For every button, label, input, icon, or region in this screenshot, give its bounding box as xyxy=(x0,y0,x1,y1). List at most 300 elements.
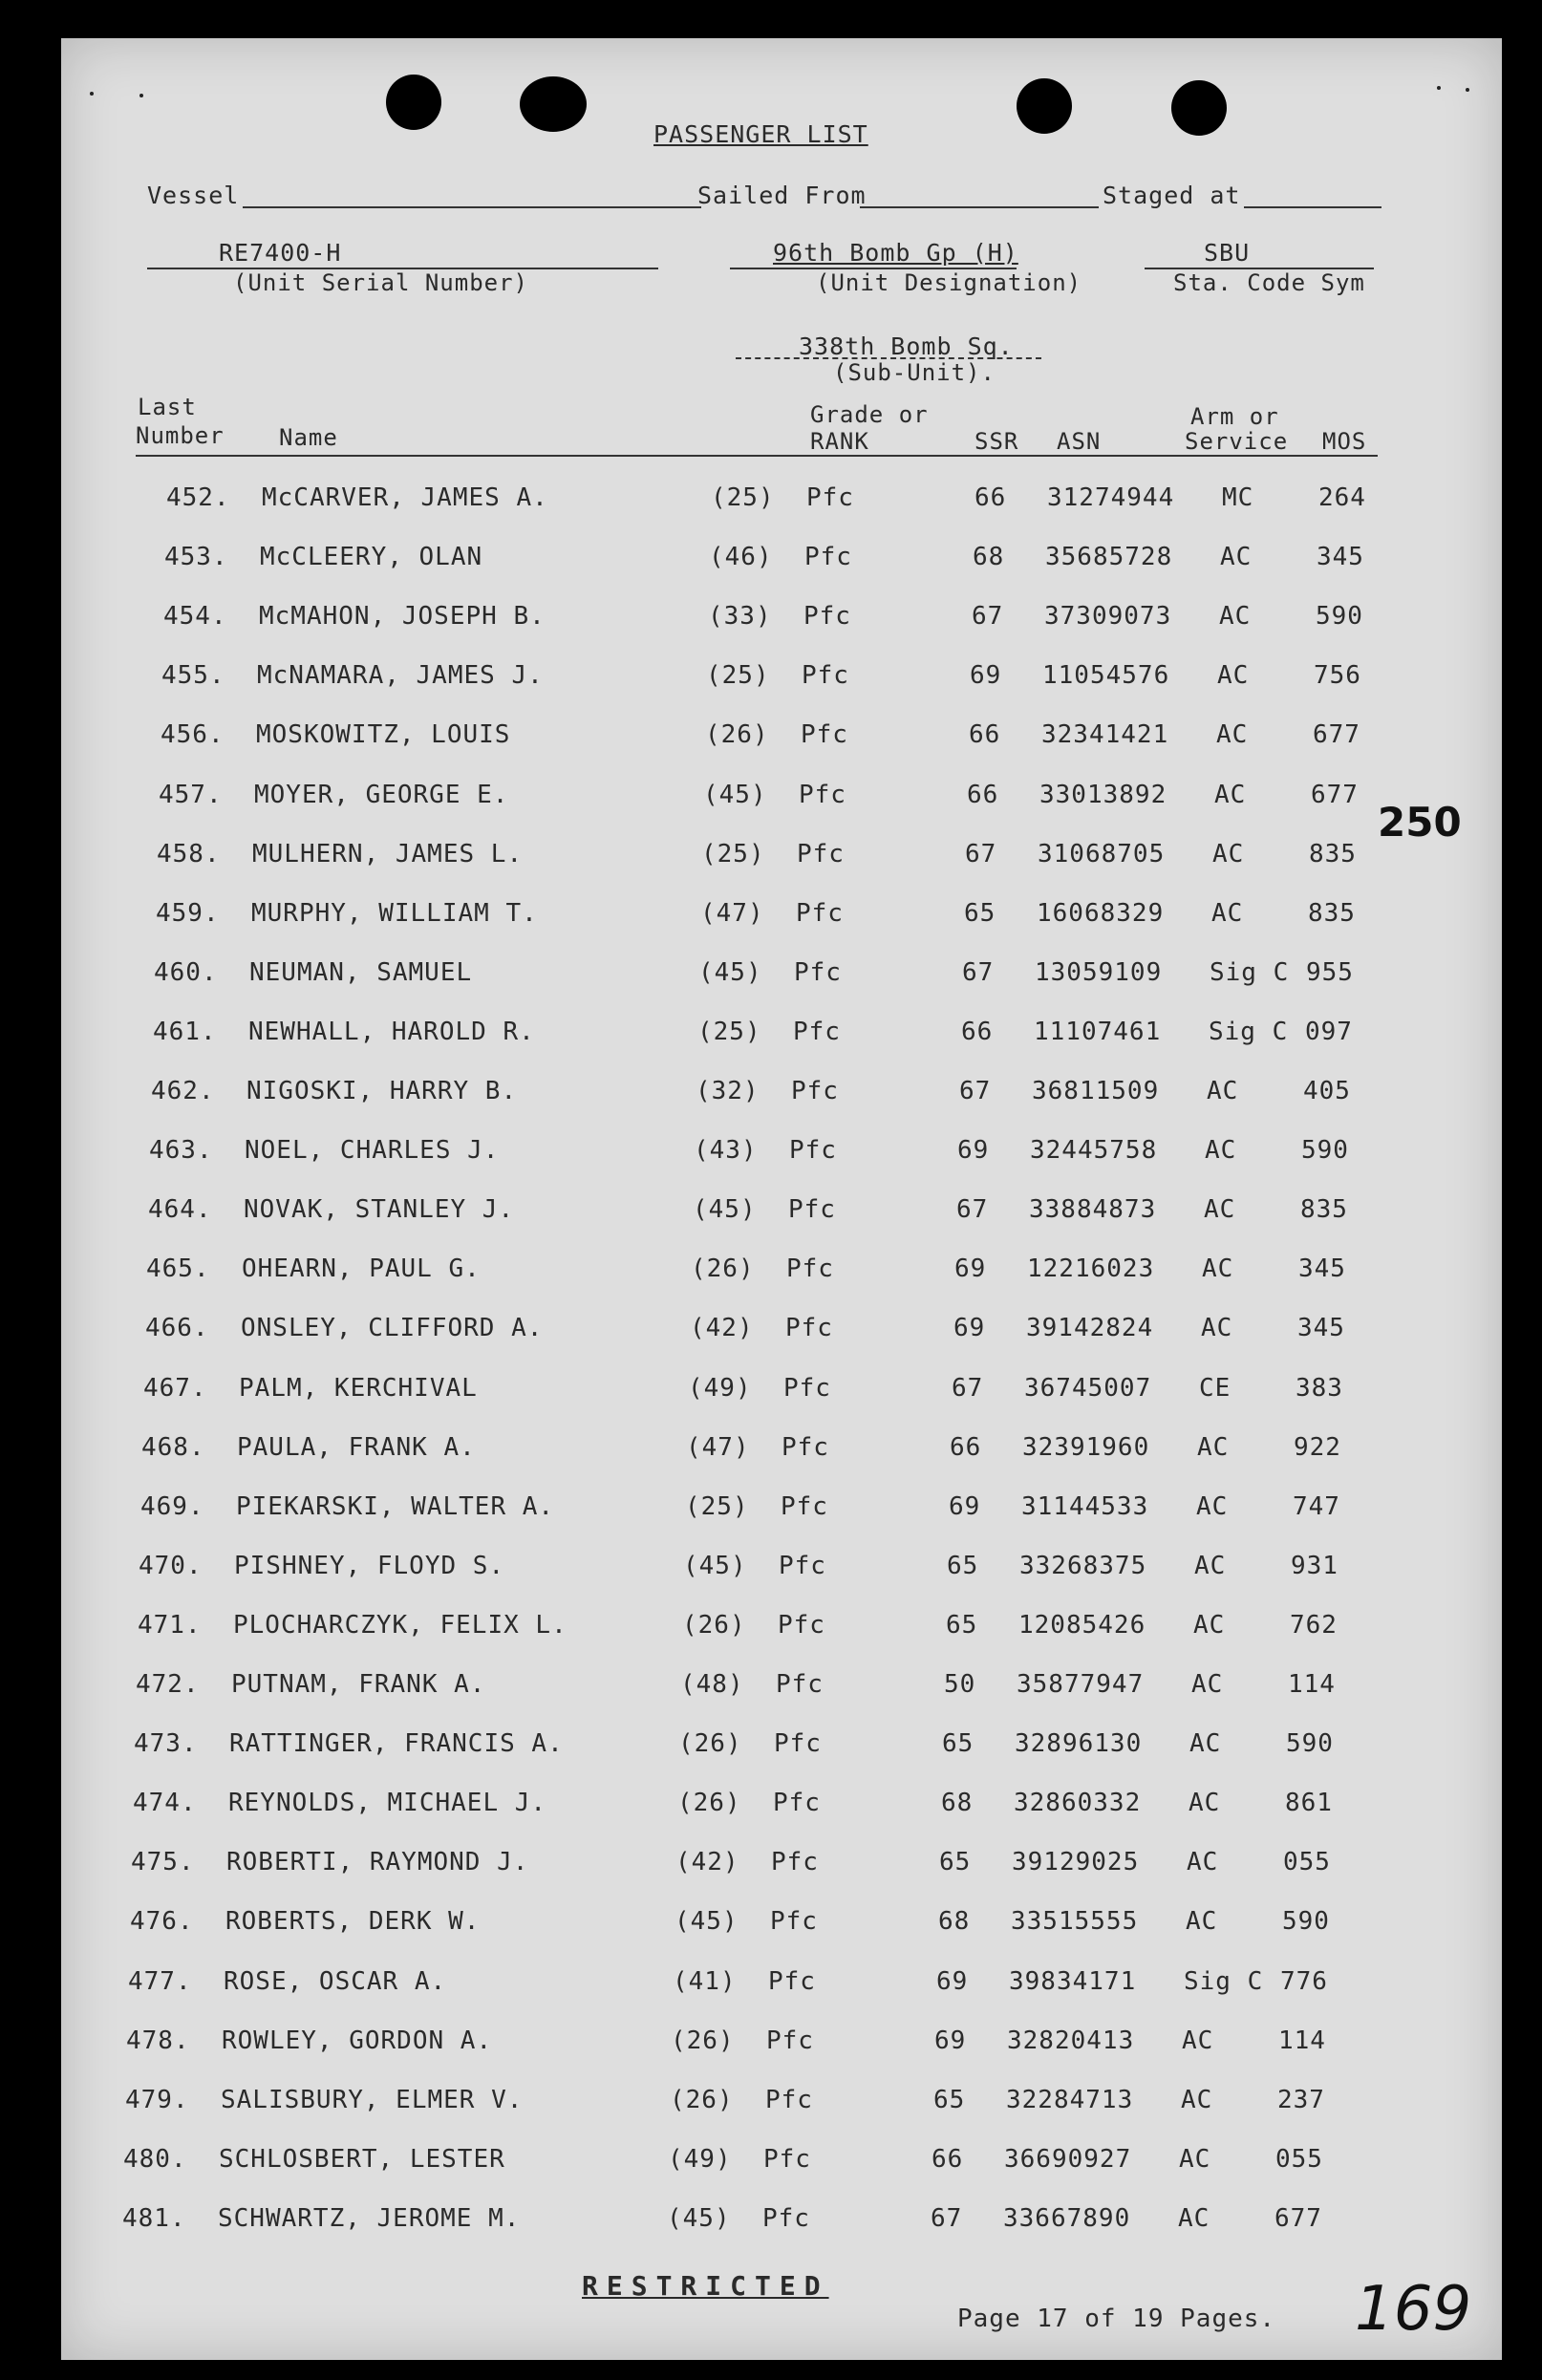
table-row xyxy=(61,543,1502,602)
arm-or-service: AC xyxy=(1189,1789,1221,1818)
mos: 405 xyxy=(1303,1077,1351,1105)
mos: 264 xyxy=(1318,483,1366,512)
asn: 39129025 xyxy=(1012,1848,1140,1877)
entry-number: 457. xyxy=(159,780,223,809)
arm-or-service: Sig C xyxy=(1184,1966,1264,1996)
vessel-line xyxy=(243,206,701,208)
grade: Pfc xyxy=(771,1848,819,1877)
mos: 114 xyxy=(1278,2026,1326,2055)
mos: 955 xyxy=(1306,957,1354,987)
asn: 32341421 xyxy=(1041,720,1169,750)
ssr: 67 xyxy=(931,2203,963,2233)
asn: 16068329 xyxy=(1037,898,1165,928)
entry-number: 460. xyxy=(154,957,218,987)
table-row xyxy=(61,1611,1502,1670)
age-code: (48) xyxy=(680,1670,744,1699)
grade: Pfc xyxy=(794,957,842,987)
mos: 835 xyxy=(1309,839,1357,868)
asn: 32896130 xyxy=(1015,1729,1143,1759)
table-row xyxy=(61,602,1502,661)
arm-or-service: AC xyxy=(1202,1254,1234,1284)
col-arm-2: Service xyxy=(1185,428,1289,455)
passenger-name: McCLEERY, OLAN xyxy=(260,543,483,572)
mos: 776 xyxy=(1280,1966,1328,1996)
passenger-name: SCHWARTZ, JEROME M. xyxy=(218,2203,521,2233)
unit-designation-label: (Unit Designation) xyxy=(816,269,1082,296)
entry-number: 469. xyxy=(140,1491,204,1521)
entry-number: 473. xyxy=(134,1729,198,1759)
ssr: 69 xyxy=(954,1254,987,1284)
entry-number: 466. xyxy=(145,1314,209,1343)
mos: 922 xyxy=(1294,1432,1341,1462)
sub-unit-value: 338th Bomb Sq. xyxy=(799,332,1014,360)
col-asn: ASN xyxy=(1057,428,1102,455)
asn: 32391960 xyxy=(1022,1432,1150,1462)
passenger-name: PIEKARSKI, WALTER A. xyxy=(236,1491,555,1521)
grade: Pfc xyxy=(779,1551,826,1580)
table-row xyxy=(61,1492,1502,1552)
asn: 39142824 xyxy=(1026,1314,1154,1343)
col-last-number-2: Number xyxy=(136,422,225,449)
mos: 590 xyxy=(1286,1729,1334,1759)
entry-number: 467. xyxy=(143,1373,207,1403)
mos: 590 xyxy=(1282,1907,1330,1937)
passenger-name: ROBERTS, DERK W. xyxy=(225,1907,481,1937)
entry-number: 461. xyxy=(153,1017,217,1046)
mos: 861 xyxy=(1285,1789,1333,1818)
table-row xyxy=(61,1433,1502,1492)
arm-or-service: Sig C xyxy=(1209,1017,1289,1046)
arm-or-service: Sig C xyxy=(1210,957,1290,987)
mos: 345 xyxy=(1317,543,1364,572)
age-code: (45) xyxy=(683,1551,747,1580)
table-row xyxy=(61,483,1502,543)
table-row xyxy=(61,899,1502,958)
speck xyxy=(90,92,94,96)
grade: Pfc xyxy=(796,898,844,928)
sailed-from-line xyxy=(860,206,1099,208)
age-code: (26) xyxy=(677,1789,741,1818)
passenger-name: RATTINGER, FRANCIS A. xyxy=(229,1729,564,1759)
passenger-name: PALM, KERCHIVAL xyxy=(239,1373,478,1403)
age-code: (25) xyxy=(706,661,770,691)
mos: 590 xyxy=(1316,602,1363,632)
ssr: 65 xyxy=(942,1729,974,1759)
punch-hole xyxy=(386,75,441,130)
entry-number: 459. xyxy=(156,898,220,928)
age-code: (26) xyxy=(691,1254,755,1284)
age-code: (25) xyxy=(711,483,775,512)
entry-number: 458. xyxy=(157,839,221,868)
staged-at-label: Staged at xyxy=(1103,182,1241,209)
grade: Pfc xyxy=(783,1373,831,1403)
restricted-stamp: RESTRICTED xyxy=(582,2270,829,2302)
asn: 31068705 xyxy=(1038,839,1166,868)
ssr: 67 xyxy=(959,1077,992,1105)
ssr: 66 xyxy=(961,1017,994,1046)
arm-or-service: AC xyxy=(1186,1907,1218,1937)
age-code: (43) xyxy=(694,1136,758,1166)
asn: 33268375 xyxy=(1019,1551,1147,1580)
passenger-name: McNAMARA, JAMES J. xyxy=(257,661,544,691)
asn: 35685728 xyxy=(1045,543,1173,572)
grade: Pfc xyxy=(791,1077,839,1105)
age-code: (45) xyxy=(693,1195,757,1225)
mos: 931 xyxy=(1291,1551,1339,1580)
grade: Pfc xyxy=(762,2203,810,2233)
col-grade-1: Grade or xyxy=(810,401,929,428)
asn: 33515555 xyxy=(1011,1907,1139,1937)
mos: 345 xyxy=(1298,1254,1346,1284)
grade: Pfc xyxy=(806,483,854,512)
mos: 835 xyxy=(1308,898,1356,928)
grade: Pfc xyxy=(774,1729,822,1759)
ssr: 68 xyxy=(973,543,1005,572)
table-row xyxy=(61,661,1502,720)
grade: Pfc xyxy=(789,1136,837,1166)
table-row xyxy=(61,1374,1502,1433)
mos: 835 xyxy=(1300,1195,1348,1225)
table-row xyxy=(61,1254,1502,1314)
table-row xyxy=(61,1789,1502,1848)
grade: Pfc xyxy=(785,1314,833,1343)
ssr: 66 xyxy=(969,720,1001,750)
asn: 11054576 xyxy=(1042,661,1170,691)
entry-number: 468. xyxy=(141,1432,205,1462)
passenger-name: PISHNEY, FLOYD S. xyxy=(234,1551,505,1580)
passenger-name: NOVAK, STANLEY J. xyxy=(244,1195,515,1225)
passenger-name: NOEL, CHARLES J. xyxy=(245,1136,500,1166)
punch-hole xyxy=(1171,80,1227,136)
mos: 677 xyxy=(1311,780,1359,809)
table-row xyxy=(61,1314,1502,1373)
passenger-name: PUTNAM, FRANK A. xyxy=(231,1670,486,1699)
arm-or-service: AC xyxy=(1182,2026,1214,2055)
grade: Pfc xyxy=(773,1789,821,1818)
asn: 36811509 xyxy=(1032,1077,1160,1105)
table-row xyxy=(61,1967,1502,2026)
entry-number: 456. xyxy=(161,720,225,750)
age-code: (45) xyxy=(698,957,762,987)
entry-number: 470. xyxy=(139,1551,203,1580)
table-row xyxy=(61,840,1502,899)
sta-code-value: SBU xyxy=(1204,239,1251,267)
mos: 114 xyxy=(1288,1670,1336,1699)
table-row xyxy=(61,2145,1502,2204)
arm-or-service: AC xyxy=(1212,839,1245,868)
document-title: PASSENGER LIST xyxy=(653,120,868,148)
passenger-name: ROBERTI, RAYMOND J. xyxy=(226,1848,529,1877)
asn: 35877947 xyxy=(1017,1670,1145,1699)
grade: Pfc xyxy=(804,543,852,572)
asn: 32860332 xyxy=(1014,1789,1142,1818)
col-last-number-1: Last xyxy=(138,394,197,420)
arm-or-service: AC xyxy=(1217,661,1250,691)
age-code: (26) xyxy=(678,1729,742,1759)
table-row xyxy=(61,2086,1502,2145)
ssr: 67 xyxy=(952,1373,984,1403)
column-header-rule xyxy=(136,455,1378,457)
grade: Pfc xyxy=(770,1907,818,1937)
mos: 055 xyxy=(1275,2144,1323,2174)
ssr: 67 xyxy=(956,1195,989,1225)
table-row xyxy=(61,1018,1502,1077)
arm-or-service: AC xyxy=(1207,1077,1239,1105)
unit-serial-value: RE7400-H xyxy=(219,239,342,267)
mos: 345 xyxy=(1297,1314,1345,1343)
grade: Pfc xyxy=(786,1254,834,1284)
grade: Pfc xyxy=(765,2085,813,2114)
mos: 677 xyxy=(1313,720,1360,750)
passenger-name: ROWLEY, GORDON A. xyxy=(222,2026,493,2055)
passenger-name: McCARVER, JAMES A. xyxy=(262,483,548,512)
unit-serial-label: (Unit Serial Number) xyxy=(233,269,528,296)
col-arm-1: Arm or xyxy=(1190,403,1279,430)
unit-designation-value: 96th Bomb Gp (H) xyxy=(773,239,1018,267)
entry-number: 479. xyxy=(125,2085,189,2114)
age-code: (26) xyxy=(671,2026,735,2055)
entry-number: 474. xyxy=(133,1789,197,1818)
entry-number: 478. xyxy=(126,2026,190,2055)
staged-at-line xyxy=(1244,206,1381,208)
age-code: (42) xyxy=(675,1848,739,1877)
passenger-name: OHEARN, PAUL G. xyxy=(242,1254,481,1284)
vessel-label: Vessel xyxy=(147,182,240,209)
asn: 12085426 xyxy=(1018,1610,1146,1640)
ssr: 69 xyxy=(970,661,1002,691)
entry-number: 476. xyxy=(130,1907,194,1937)
grade: Pfc xyxy=(778,1610,825,1640)
table-row xyxy=(61,2204,1502,2263)
age-code: (45) xyxy=(703,780,767,809)
passenger-name: MURPHY, WILLIAM T. xyxy=(251,898,538,928)
entry-number: 455. xyxy=(161,661,225,691)
passenger-name: NIGOSKI, HARRY B. xyxy=(246,1077,518,1105)
ssr: 68 xyxy=(938,1907,971,1937)
punch-hole xyxy=(520,76,587,132)
ssr: 69 xyxy=(949,1491,981,1521)
mos: 590 xyxy=(1301,1136,1349,1166)
mos: 747 xyxy=(1293,1491,1340,1521)
sub-unit-label: (Sub-Unit). xyxy=(833,359,996,386)
folio-number: 169 xyxy=(1355,2274,1472,2345)
passenger-name: NEWHALL, HAROLD R. xyxy=(248,1017,535,1046)
age-code: (45) xyxy=(675,1907,739,1937)
page-count: Page 17 of 19 Pages. xyxy=(957,2305,1276,2333)
grade: Pfc xyxy=(766,2026,814,2055)
arm-or-service: AC xyxy=(1181,2085,1213,2114)
speck xyxy=(139,94,143,97)
asn: 32445758 xyxy=(1030,1136,1158,1166)
grade: Pfc xyxy=(803,602,851,632)
grade: Pfc xyxy=(768,1966,816,1996)
speck xyxy=(1437,86,1441,90)
ssr: 67 xyxy=(962,957,995,987)
age-code: (25) xyxy=(685,1491,749,1521)
age-code: (33) xyxy=(708,602,772,632)
ssr: 66 xyxy=(950,1432,982,1462)
arm-or-service: AC xyxy=(1211,898,1244,928)
arm-or-service: AC xyxy=(1219,602,1252,632)
table-row xyxy=(61,720,1502,780)
age-code: (45) xyxy=(667,2203,731,2233)
arm-or-service: AC xyxy=(1179,2144,1211,2174)
arm-or-service: AC xyxy=(1214,780,1247,809)
col-mos: MOS xyxy=(1322,428,1367,455)
mos: 756 xyxy=(1314,661,1361,691)
ssr: 69 xyxy=(953,1314,986,1343)
entry-number: 462. xyxy=(151,1077,215,1105)
asn: 39834171 xyxy=(1009,1966,1137,1996)
ssr: 67 xyxy=(965,839,997,868)
passenger-name: ROSE, OSCAR A. xyxy=(224,1966,447,1996)
asn: 31144533 xyxy=(1021,1491,1149,1521)
grade: Pfc xyxy=(776,1670,824,1699)
grade: Pfc xyxy=(782,1432,829,1462)
age-code: (26) xyxy=(670,2085,734,2114)
ssr: 69 xyxy=(936,1966,969,1996)
asn: 33884873 xyxy=(1029,1195,1157,1225)
ssr: 66 xyxy=(974,483,1007,512)
age-code: (26) xyxy=(705,720,769,750)
mos: 383 xyxy=(1296,1373,1343,1403)
ssr: 67 xyxy=(972,602,1004,632)
mos: 677 xyxy=(1274,2203,1322,2233)
arm-or-service: AC xyxy=(1220,543,1253,572)
asn: 36690927 xyxy=(1004,2144,1132,2174)
entry-number: 472. xyxy=(136,1670,200,1699)
passenger-list-sheet xyxy=(61,38,1502,2360)
speck xyxy=(1466,88,1469,92)
age-code: (25) xyxy=(697,1017,761,1046)
table-row xyxy=(61,1907,1502,1966)
age-code: (26) xyxy=(682,1610,746,1640)
passenger-name: ONSLEY, CLIFFORD A. xyxy=(241,1314,544,1343)
entry-number: 453. xyxy=(164,543,228,572)
margin-note: 250 xyxy=(1378,799,1462,846)
ssr: 69 xyxy=(957,1136,990,1166)
table-row xyxy=(61,1729,1502,1789)
arm-or-service: AC xyxy=(1204,1195,1236,1225)
ssr: 69 xyxy=(934,2026,967,2055)
entry-number: 475. xyxy=(131,1848,195,1877)
grade: Pfc xyxy=(797,839,845,868)
grade: Pfc xyxy=(802,661,849,691)
arm-or-service: AC xyxy=(1216,720,1249,750)
passenger-name: MULHERN, JAMES L. xyxy=(252,839,524,868)
arm-or-service: AC xyxy=(1201,1314,1233,1343)
ssr: 65 xyxy=(933,2085,966,2114)
passenger-name: MOSKOWITZ, LOUIS xyxy=(256,720,511,750)
passenger-name: SALISBURY, ELMER V. xyxy=(221,2085,524,2114)
grade: Pfc xyxy=(763,2144,811,2174)
col-name: Name xyxy=(279,424,338,451)
entry-number: 480. xyxy=(123,2144,187,2174)
asn: 33013892 xyxy=(1039,780,1167,809)
age-code: (47) xyxy=(700,898,764,928)
arm-or-service: AC xyxy=(1194,1551,1227,1580)
punch-hole xyxy=(1017,78,1072,134)
table-row xyxy=(61,781,1502,840)
passenger-name: PLOCHARCZYK, FELIX L. xyxy=(233,1610,568,1640)
asn: 32284713 xyxy=(1006,2085,1134,2114)
age-code: (49) xyxy=(668,2144,732,2174)
arm-or-service: AC xyxy=(1205,1136,1237,1166)
table-row xyxy=(61,1670,1502,1729)
arm-or-service: AC xyxy=(1196,1491,1229,1521)
entry-number: 454. xyxy=(163,602,227,632)
asn: 12216023 xyxy=(1027,1254,1155,1284)
ssr: 65 xyxy=(939,1848,972,1877)
ssr: 65 xyxy=(964,898,996,928)
ssr: 50 xyxy=(944,1670,976,1699)
table-row xyxy=(61,1848,1502,1907)
table-row xyxy=(61,958,1502,1018)
age-code: (32) xyxy=(696,1077,760,1105)
arm-or-service: CE xyxy=(1199,1373,1231,1403)
table-row xyxy=(61,1136,1502,1195)
ssr: 65 xyxy=(947,1551,979,1580)
entry-number: 464. xyxy=(148,1195,212,1225)
arm-or-service: AC xyxy=(1178,2203,1210,2233)
mos: 237 xyxy=(1277,2085,1325,2114)
asn: 36745007 xyxy=(1024,1373,1152,1403)
col-grade-2: RANK xyxy=(810,428,869,455)
age-code: (42) xyxy=(690,1314,754,1343)
grade: Pfc xyxy=(799,780,846,809)
grade: Pfc xyxy=(781,1491,828,1521)
passenger-name: SCHLOSBERT, LESTER xyxy=(219,2144,505,2174)
asn: 31274944 xyxy=(1047,483,1175,512)
asn: 32820413 xyxy=(1007,2026,1135,2055)
ssr: 66 xyxy=(932,2144,964,2174)
mos: 762 xyxy=(1290,1610,1338,1640)
mos: 055 xyxy=(1283,1848,1331,1877)
grade: Pfc xyxy=(793,1017,841,1046)
passenger-name: McMAHON, JOSEPH B. xyxy=(259,602,546,632)
age-code: (41) xyxy=(673,1966,737,1996)
ssr: 66 xyxy=(967,780,999,809)
asn: 37309073 xyxy=(1044,602,1172,632)
arm-or-service: AC xyxy=(1193,1610,1226,1640)
age-code: (49) xyxy=(688,1373,752,1403)
entry-number: 481. xyxy=(122,2203,186,2233)
sailed-from-label: Sailed From xyxy=(697,182,867,209)
mos: 097 xyxy=(1305,1017,1353,1046)
arm-or-service: AC xyxy=(1191,1670,1224,1699)
entry-number: 452. xyxy=(166,483,230,512)
arm-or-service: AC xyxy=(1189,1729,1222,1759)
entry-number: 477. xyxy=(128,1966,192,1996)
asn: 33667890 xyxy=(1003,2203,1131,2233)
passenger-name: MOYER, GEORGE E. xyxy=(254,780,509,809)
grade: Pfc xyxy=(788,1195,836,1225)
age-code: (25) xyxy=(701,839,765,868)
asn: 11107461 xyxy=(1034,1017,1162,1046)
grade: Pfc xyxy=(801,720,848,750)
table-row xyxy=(61,1195,1502,1254)
arm-or-service: MC xyxy=(1222,483,1254,512)
entry-number: 465. xyxy=(146,1254,210,1284)
table-row xyxy=(61,2026,1502,2086)
age-code: (46) xyxy=(709,543,773,572)
passenger-name: PAULA, FRANK A. xyxy=(237,1432,476,1462)
passenger-name: NEUMAN, SAMUEL xyxy=(249,957,473,987)
entry-number: 463. xyxy=(149,1136,213,1166)
ssr: 68 xyxy=(941,1789,974,1818)
asn: 13059109 xyxy=(1035,957,1163,987)
col-ssr: SSR xyxy=(974,428,1019,455)
